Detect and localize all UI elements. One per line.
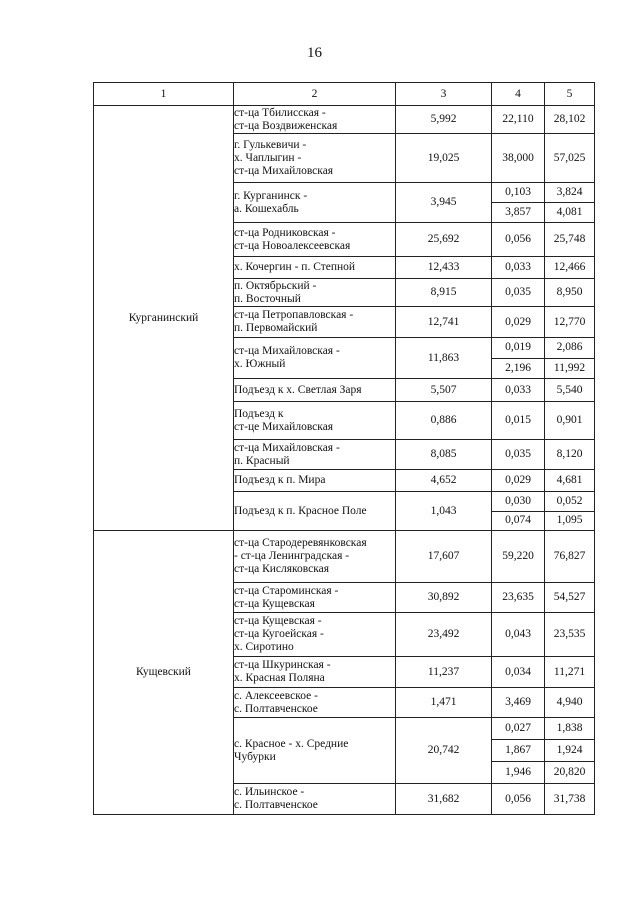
road-name-line: х. Красная Поляна — [234, 672, 325, 684]
col5-cell: 11,271 — [545, 657, 595, 688]
header-cell-5: 5 — [545, 83, 595, 106]
length-cell: 4,652 — [396, 470, 492, 492]
road-name-line: ст-ца Староминская - — [234, 584, 339, 597]
col4-cell: 0,030 — [492, 492, 545, 512]
col4-cell: 0,019 — [492, 338, 545, 359]
col5-cell: 3,824 — [545, 183, 595, 203]
col4-cell: 0,035 — [492, 440, 545, 470]
road-name-line: ст-ца Кисляковская — [234, 563, 330, 575]
col5-cell: 23,535 — [545, 613, 595, 657]
road-name-cell — [234, 257, 396, 279]
road-name-line: г. Гулькевичи - — [234, 138, 307, 151]
road-name-line: ст-ца Тбилисская - — [234, 106, 326, 119]
col5-cell: 1,924 — [545, 740, 595, 762]
road-name-line: Подъезд к п. Красное Поле — [234, 504, 367, 517]
length-cell: 19,025 — [396, 134, 492, 183]
col5-cell: 4,081 — [545, 203, 595, 223]
road-name-cell — [234, 784, 396, 815]
col5-cell: 8,120 — [545, 440, 595, 470]
col4-cell: 0,029 — [492, 307, 545, 338]
col5-cell: 25,748 — [545, 223, 595, 257]
road-name-line: ст-ца Новоалексеевская — [234, 239, 351, 252]
length-cell: 23,492 — [396, 613, 492, 657]
road-name-cell — [234, 106, 396, 134]
length-cell: 8,085 — [396, 440, 492, 470]
road-name-cell — [234, 688, 396, 718]
road-name-cell — [234, 279, 396, 307]
col4-cell: 0,033 — [492, 257, 545, 279]
col5-cell: 12,466 — [545, 257, 595, 279]
road-name-line: с. Полтавченское — [234, 799, 318, 811]
road-name-line: с. Алексеевское - — [234, 689, 318, 702]
col5-cell: 57,025 — [545, 134, 595, 183]
road-name-cell — [234, 718, 396, 784]
col5-cell: 11,992 — [545, 358, 595, 379]
road-name-cell — [234, 223, 396, 257]
road-name-line: с. Красное - х. Средние — [234, 737, 349, 750]
col4-cell: 0,056 — [492, 223, 545, 257]
length-cell: 1,471 — [396, 688, 492, 718]
col5-cell: 76,827 — [545, 531, 595, 583]
road-name-line: п. Восточный — [234, 292, 301, 305]
road-name-cell — [234, 531, 396, 583]
col5-cell: 5,540 — [545, 379, 595, 402]
length-cell: 1,043 — [396, 492, 492, 531]
col4-cell: 0,035 — [492, 279, 545, 307]
road-name-line: ст-ца Шкуринская - — [234, 659, 331, 671]
length-cell: 20,742 — [396, 718, 492, 784]
road-name-line: ст-ца Родниковская - — [234, 226, 336, 239]
road-name-line: Подъезд к — [234, 407, 284, 420]
col4-cell: 3,857 — [492, 203, 545, 223]
road-name-line: ст-це Михайловская — [234, 420, 334, 433]
col4-cell: 0,029 — [492, 470, 545, 492]
length-cell: 12,433 — [396, 257, 492, 279]
road-name-line: Подъезд к х. Светлая Заря — [234, 383, 362, 396]
length-cell: 17,607 — [396, 531, 492, 583]
road-name-line: х. Чаплыгин - — [234, 151, 302, 164]
road-name-line: ст-ца Петропавловская - — [234, 309, 354, 321]
col4-cell: 22,110 — [492, 106, 545, 134]
road-name-line: - ст-ца Ленинградская - — [234, 550, 350, 562]
col4-cell: 0,056 — [492, 784, 545, 815]
road-distance-table — [93, 82, 595, 815]
col5-cell: 1,095 — [545, 511, 595, 531]
road-name-cell — [234, 613, 396, 657]
road-name-cell — [234, 134, 396, 183]
col4-cell: 0,015 — [492, 402, 545, 440]
district-cell: Кущевский — [94, 531, 234, 815]
col5-cell: 54,527 — [545, 583, 595, 613]
road-name-line: ст-ца Стародеревянковская — [234, 537, 367, 549]
road-name-line: ст-ца Михайловская - — [234, 345, 340, 357]
col4-cell: 23,635 — [492, 583, 545, 613]
road-name-cell — [234, 492, 396, 531]
col4-cell: 59,220 — [492, 531, 545, 583]
road-name-cell — [234, 583, 396, 613]
length-cell: 11,863 — [396, 338, 492, 379]
col4-cell: 1,946 — [492, 762, 545, 784]
col5-cell: 1,838 — [545, 718, 595, 740]
length-cell: 12,741 — [396, 307, 492, 338]
page-number: 16 — [307, 45, 322, 61]
col4-cell: 0,033 — [492, 379, 545, 402]
col5-cell: 4,940 — [545, 688, 595, 718]
col5-cell: 2,086 — [545, 338, 595, 359]
district-cell: Курганинский — [94, 106, 234, 531]
road-name-line: а. Кошехабль — [234, 202, 299, 215]
road-name-line: х. Сиротино — [234, 641, 294, 653]
road-name-cell — [234, 440, 396, 470]
road-name-line: Подъезд к п. Мира — [234, 474, 326, 486]
road-name-line: х. Кочергин - п. Степной — [234, 261, 356, 273]
road-name-line: Чубурки — [234, 750, 276, 763]
col4-cell: 0,074 — [492, 511, 545, 531]
header-cell-1: 1 — [94, 83, 234, 106]
road-name-line: с. Ильинское - — [234, 786, 305, 798]
col5-cell: 20,820 — [545, 762, 595, 784]
length-cell: 25,692 — [396, 223, 492, 257]
road-name-line: ст-ца Кущевская - — [234, 615, 322, 627]
length-cell: 11,237 — [396, 657, 492, 688]
road-name-cell — [234, 379, 396, 402]
road-name-line: х. Южный — [234, 358, 286, 370]
road-name-line: ст-ца Кущевская — [234, 597, 315, 610]
road-name-cell — [234, 657, 396, 688]
length-cell: 0,886 — [396, 402, 492, 440]
road-name-cell — [234, 183, 396, 223]
length-cell: 31,682 — [396, 784, 492, 815]
col4-cell: 0,043 — [492, 613, 545, 657]
road-name-line: ст-ца Воздвиженская — [234, 119, 338, 132]
col4-cell: 38,000 — [492, 134, 545, 183]
col4-cell: 0,034 — [492, 657, 545, 688]
col5-cell: 31,738 — [545, 784, 595, 815]
length-cell: 5,507 — [396, 379, 492, 402]
col4-cell: 2,196 — [492, 358, 545, 379]
col4-cell: 0,103 — [492, 183, 545, 203]
road-name-cell — [234, 338, 396, 379]
road-name-line: ст-ца Кугоейская - — [234, 628, 324, 640]
road-name-cell — [234, 307, 396, 338]
table-row — [94, 531, 595, 583]
col5-cell: 4,681 — [545, 470, 595, 492]
table-header-row — [94, 83, 595, 106]
col5-cell: 0,052 — [545, 492, 595, 512]
road-name-line: ст-ца Михайловская — [234, 164, 334, 177]
road-name-line: п. Красный — [234, 454, 290, 467]
table-row — [94, 106, 595, 134]
col5-cell: 0,901 — [545, 402, 595, 440]
length-cell: 3,945 — [396, 183, 492, 223]
header-cell-4: 4 — [492, 83, 545, 106]
length-cell: 5,992 — [396, 106, 492, 134]
length-cell: 30,892 — [396, 583, 492, 613]
road-name-line: п. Первомайский — [234, 322, 318, 334]
col4-cell: 1,867 — [492, 740, 545, 762]
col4-cell: 0,027 — [492, 718, 545, 740]
road-name-cell — [234, 402, 396, 440]
length-cell: 8,915 — [396, 279, 492, 307]
road-name-line: ст-ца Михайловская - — [234, 441, 340, 454]
col5-cell: 12,770 — [545, 307, 595, 338]
header-cell-3: 3 — [396, 83, 492, 106]
road-name-cell — [234, 470, 396, 492]
col4-cell: 3,469 — [492, 688, 545, 718]
col5-cell: 28,102 — [545, 106, 595, 134]
road-name-line: с. Полтавченское — [234, 702, 318, 715]
header-cell-2: 2 — [234, 83, 396, 106]
table-body — [94, 83, 595, 815]
col5-cell: 8,950 — [545, 279, 595, 307]
road-name-line: г. Курганинск - — [234, 189, 308, 202]
road-name-line: п. Октябрьский - — [234, 279, 317, 292]
